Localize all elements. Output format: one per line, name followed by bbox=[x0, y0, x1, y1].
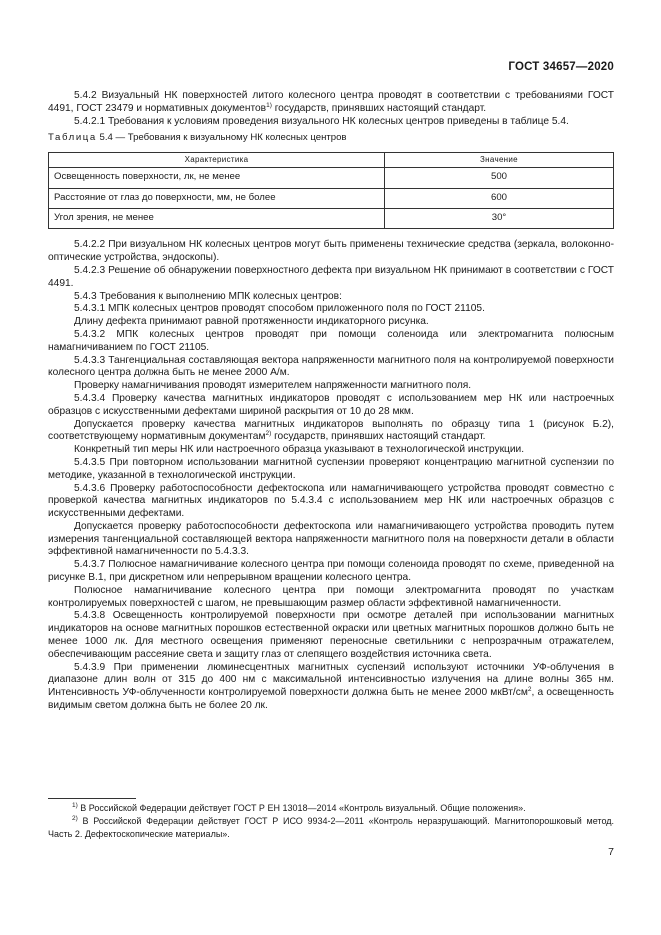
paragraph: 5.4.3.4 Проверку качества магнитных индикаторов проводят с использованием мер НК или настроечных образцов с искусственными дефектами шириной раскрытия от 10 до 28 мкм. bbox=[48, 392, 614, 417]
table-cell-characteristic: Освещенность поверхности, лк, не менее bbox=[49, 168, 385, 188]
paragraph: Проверку намагничивания проводят измерителем напряженности магнитного поля. bbox=[74, 380, 472, 392]
column-header-characteristic: Характеристика bbox=[49, 153, 385, 168]
superscript: 2 bbox=[527, 686, 532, 694]
footnote-mark: 2) bbox=[72, 815, 78, 823]
paragraph: 5.4.3 Требования к выполнению МПК колесных центров: bbox=[74, 290, 342, 302]
paragraph bbox=[48, 662, 614, 713]
table-cell-value: 30° bbox=[385, 208, 614, 228]
paragraph: 5.4.3.5 При повторном использовании магнитной суспензии проверяют концентрацию магнитной суспензии по методике, указанной в технологической инструкции. bbox=[48, 456, 614, 481]
table-header-row bbox=[49, 153, 614, 168]
paragraph-text: Допускается проверку качества магнитных индикаторов выполнять по образцу типа 1 (рисунок Б.2), соответствующему нормативным документам bbox=[48, 418, 614, 443]
footnote-ref-2[interactable]: 2) bbox=[265, 430, 272, 438]
footnote-ref-1[interactable]: 1) bbox=[266, 101, 272, 109]
table-row bbox=[49, 208, 614, 228]
paragraph-5-4-2 bbox=[48, 90, 614, 116]
table-cell-characteristic: Расстояние от глаз до поверхности, мм, не более bbox=[49, 188, 385, 208]
table-caption-label: Таблица bbox=[48, 132, 97, 144]
footnote-2 bbox=[48, 815, 614, 840]
table-row bbox=[49, 168, 614, 188]
column-header-value: Значение bbox=[385, 153, 614, 168]
paragraph: 5.4.3.1 МПК колесных центров проводят способом приложенного поля по ГОСТ 21105. bbox=[74, 303, 485, 315]
paragraph: Допускается проверку работоспособности дефектоскопа или намагничивающего устройства проводить путем измерения тангенциальной составляющей вектора напряженности магнитного поля на поверхности детали в области эффективной намагниченности по 5.4.3.3. bbox=[48, 520, 614, 558]
paragraph-text: государств, принявших настоящий стандарт. bbox=[271, 431, 486, 443]
paragraph: Полюсное намагничивание колесного центра при помощи электромагнита проводят по участкам контролируемых поверхностей с шагом, не превышающим размер области эффективной намагниченности. bbox=[48, 584, 614, 609]
paragraph: 5.4.3.3 Тангенциальная составляющая вектора напряженности магнитного поля на контролируемой поверхности колесного центра должна быть не менее 2000 А/м. bbox=[48, 354, 614, 379]
footnote-text: В Российской Федерации действует ГОСТ Р ИСО 9934-2—2011 «Контроль неразрушающий. Магнитопорошковый метод. Часть 2. Дефектоскопические материалы». bbox=[48, 816, 614, 839]
paragraph-text: государств, принявших настоящий стандарт. bbox=[271, 102, 487, 114]
paragraph: 5.4.2.3 Решение об обнаружении поверхностного дефекта при визуальном НК принимают в соответствии с ГОСТ 4491. bbox=[48, 264, 614, 289]
paragraph bbox=[48, 419, 614, 445]
footnote-text: В Российской Федерации действует ГОСТ Р ЕН 13018—2014 «Контроль визуальный. Общие положения». bbox=[77, 803, 526, 813]
table-cell-value: 600 bbox=[385, 188, 614, 208]
paragraph: 5.4.2.2 При визуальном НК колесных центров могут быть применены технические средства (зеркала, волоконно-оптические устройства, эндоскопы). bbox=[48, 239, 614, 264]
paragraph-5-4-2-1: 5.4.2.1 Требования к условиям проведения визуального НК колесных центров приведены в таблице 5.4. bbox=[74, 115, 569, 127]
footnote-divider bbox=[48, 798, 136, 799]
table-caption bbox=[48, 132, 614, 145]
paragraph-text: 5.4.3.9 При применении люминесцентных магнитных суспензий используют источники УФ-облучения в диапазоне длин волн от 315 до 400 нм с максимальной интенсивностью излучения на длине волны 365 нм. Интенсивность УФ-облученности контролируемой поверхности должна быть не менее 2000 мкВт/см bbox=[48, 661, 614, 699]
table-cell-value: 500 bbox=[385, 168, 614, 188]
page-number: 7 bbox=[608, 846, 614, 858]
paragraph-text: 5.4.2 Визуальный НК поверхностей литого колесного центра проводят в соответствии с требованиями ГОСТ 4491, ГОСТ 23479 и нормативных документов bbox=[48, 90, 614, 114]
paragraph: 5.4.3.6 Проверку работоспособности дефектоскопа или намагничивающего устройства проводят совместно с проверкой качества магнитных индикаторов по 5.4.3.4 с использованием мер НК или настроечных образцов с искусственными дефектами. bbox=[48, 482, 614, 520]
footnote-mark: 1) bbox=[72, 802, 78, 809]
document-header: ГОСТ 34657—2020 bbox=[508, 61, 614, 73]
footnotes bbox=[48, 798, 614, 841]
paragraph: Длину дефекта принимают равной протяженности индикаторного рисунка. bbox=[74, 316, 429, 328]
paragraph: 5.4.3.8 Освещенность контролируемой поверхности при осмотре деталей при использовании магнитных индикаторов на основе магнитных порошков естественной окраски или цветных магнитных порошков должно быть не менее 1000 лк. Для местного освещения применяют переносные светильники с непрозрачным отражателем, обеспечивающим рассеяние света и защиту глаз от слепящего воздействия источника света. bbox=[48, 610, 614, 660]
paragraph: 5.4.3.2 МПК колесных центров проводят при помощи соленоида или электромагнита полюсным намагничиванием по ГОСТ 21105. bbox=[48, 328, 614, 353]
footnote-1 bbox=[48, 802, 614, 814]
paragraph: Конкретный тип меры НК или настроечного образца указывают в технологической инструкции. bbox=[74, 444, 525, 456]
paragraph: 5.4.3.7 Полюсное намагничивание колесного центра при помощи соленоида проводят по схеме, приведенной на рисунке В.1, при дискретном или непрерывном вращении колесного центра. bbox=[48, 559, 614, 584]
body-text bbox=[48, 90, 614, 713]
requirements-table bbox=[48, 152, 614, 229]
table-row bbox=[49, 188, 614, 208]
table-caption-text: 5.4 — Требования к визуальному НК колесных центров bbox=[96, 132, 347, 144]
table-cell-characteristic: Угол зрения, не менее bbox=[49, 208, 385, 228]
paragraph-text: , а освещенность видимым светом должна быть не более 20 лк. bbox=[48, 687, 614, 712]
